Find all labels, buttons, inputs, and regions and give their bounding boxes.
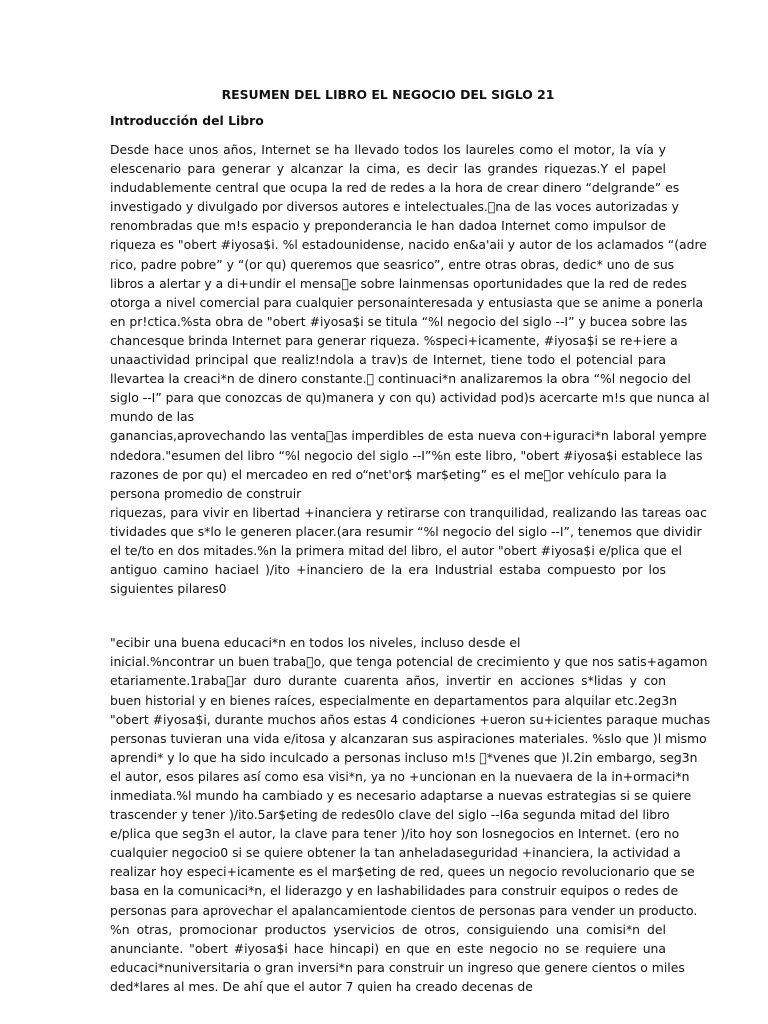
text-line: anunciante. "obert #iyosa$i hace hincapi) en que en este negocio no se requiere una bbox=[110, 940, 666, 956]
text-line: personas tuvieran una vida e/itosa y alcanzaran sus aspiraciones materiales. %slo que )l mismo bbox=[110, 730, 707, 746]
text-line: "obert #iyosa$i, durante muchos años estas 4 condiciones +ueron su+icientes paraque muchas bbox=[110, 711, 711, 727]
text-line: el autor, esos pilares así como esa visi*n, ya no +uncionan en la nuevaera de la in+ormaci*n bbox=[110, 768, 690, 784]
text-line: indudablemente central que ocupa la red de redes a la hora de crear dinero “delgrande” es bbox=[110, 180, 680, 196]
paragraph-gap bbox=[110, 598, 666, 633]
text-line: educaci*nuniversitaria o gran inversi*n para construir un ingreso que genere cientos o miles bbox=[110, 959, 685, 975]
text-line: rico, padre pobre” y “(or qu) queremos que seasrico”, entre otras obras, dedic* uno de sus bbox=[110, 256, 675, 272]
text-line: basa en la comunicaci*n, el liderazgo y en lashabilidades para construir equipos o redes de bbox=[110, 883, 679, 899]
text-line: llevartea la creaci*n de dinero constante.  continuaci*n analizaremos la obra “%l negocio del bbox=[110, 371, 691, 387]
text-line: otorga a nivel comercial para cualquier personainteresada y entusiasta que se anime a ponerla bbox=[110, 294, 704, 310]
text-line: renombradas que m!s espacio y preponderancia le han dadoa Internet como impulsor de bbox=[110, 218, 666, 234]
text-line: tividades que s*lo le generen placer.(ara resumir “%l negocio del siglo --I”, tenemos que dividir bbox=[110, 523, 702, 539]
text-line: investigado y divulgado por diversos autores e intelectuales. na de las voces autorizadas y bbox=[110, 199, 679, 215]
text-line: siguientes pilares0 bbox=[110, 581, 227, 597]
text-line: ded*lares al mes. De ahí que el autor 7 quien ha creado decenas de bbox=[110, 978, 533, 994]
section-heading: Introducción del Libro bbox=[110, 113, 264, 128]
text-line: e/plica que seg3n el autor, la clave para tener )/ito hoy son losnegocios en Internet. (ero no bbox=[110, 826, 680, 842]
text-line: en pr!ctica.%sta obra de "obert #iyosa$i se titula “%l negocio del siglo --I” y bucea sobre las bbox=[110, 313, 688, 329]
text-line: el te/to en dos mitades.%n la primera mitad del libro, el autor "obert #iyosa$i e/plica que el bbox=[110, 542, 682, 558]
text-line: antiguo camino haciael )/ito +inanciero de la era Industrial estaba compuesto por los bbox=[110, 562, 666, 578]
text-line: buen historial y en bienes raíces, especialmente en departamentos para alquilar etc.2eg3n bbox=[110, 692, 678, 708]
text-line: "ecibir una buena educaci*n en todos los niveles, incluso desde el bbox=[110, 635, 521, 651]
paragraph-1 bbox=[110, 140, 710, 598]
text-line: Desde hace unos años, Internet se ha llevado todos los laureles como el motor, la vía y bbox=[110, 142, 666, 157]
text-line: etariamente.1raba ar duro durante cuarenta años, invertir en acciones s*lidas y con bbox=[110, 673, 666, 689]
text-line: realizar hoy especi+icamente es el mar$eting de red, quees un negocio revolucionario que se bbox=[110, 864, 695, 880]
text-line: mundo de las bbox=[110, 409, 195, 425]
text-line: unaactividad principal que realiz!ndola a trav)s de Internet, tiene todo el potencial para bbox=[110, 352, 666, 368]
text-line: chancesque brinda Internet para generar riqueza. %speci+icamente, #iyosa$i se re+iere a bbox=[110, 332, 678, 348]
text-line: elescenario para generar y alcanzar la cima, es decir las grandes riquezas.Y el papel bbox=[110, 161, 666, 177]
text-line: siglo --I” para que conozcas de qu)manera y con qu) actividad pod)s acercarte m!s que nunca al bbox=[110, 390, 710, 406]
text-line: persona promedio de construir bbox=[110, 485, 302, 501]
text-line: inicial.%ncontrar un buen traba o, que tenga potencial de crecimiento y que nos satis+agamon bbox=[110, 654, 708, 670]
text-line: riqueza es "obert #iyosa$i. %l estadounidense, nacido en&a'aii y autor de los aclamados “(adre bbox=[110, 237, 707, 253]
text-line: libros a alertar y a di+undir el mensa e sobre lainmensas oportunidades que la red de redes bbox=[110, 275, 687, 291]
text-line: inmediata.%l mundo ha cambiado y es necesario adaptarse a nuevas estrategias si se quiere bbox=[110, 788, 692, 803]
text-line: ganancias,aprovechando las venta as imperdibles de esta nueva con+iguraci*n laboral yempre bbox=[110, 428, 707, 444]
document-title: RESUMEN DEL LIBRO EL NEGOCIO DEL SIGLO 21 bbox=[221, 87, 555, 102]
text-line: ndedora."esumen del libro “%l negocio del siglo --I”%n este libro, "obert #iyosa$i establece las bbox=[110, 447, 703, 463]
text-line: riquezas, para vivir en libertad +inanciera y retirarse con tranquilidad, realizando las tareas oac bbox=[110, 504, 707, 520]
text-line: razones de por qu) el mercadeo en red o“net'or$ mar$eting” es el me or vehículo para la bbox=[110, 466, 667, 482]
text-line: trascender y tener )/ito.5ar$eting de redes0lo clave del siglo --I6a segunda mitad del libro bbox=[110, 807, 670, 823]
paragraph-2 bbox=[110, 633, 711, 996]
text-line: cualquier negocio0 si se quiere obtener la tan anheladaseguridad +inanciera, la actividad a bbox=[110, 845, 681, 861]
document-page bbox=[110, 86, 711, 996]
text-line: %n otras, promocionar productos yservicios de otros, consiguiendo una comisi*n del bbox=[110, 921, 666, 937]
text-line: personas para aprovechar el apalancamientode cientos de personas para vender un producto. bbox=[110, 902, 698, 918]
text-line: aprendi* y lo que ha sido inculcado a personas incluso m!s  *venes que )l.2in embargo, seg3n bbox=[110, 749, 698, 765]
